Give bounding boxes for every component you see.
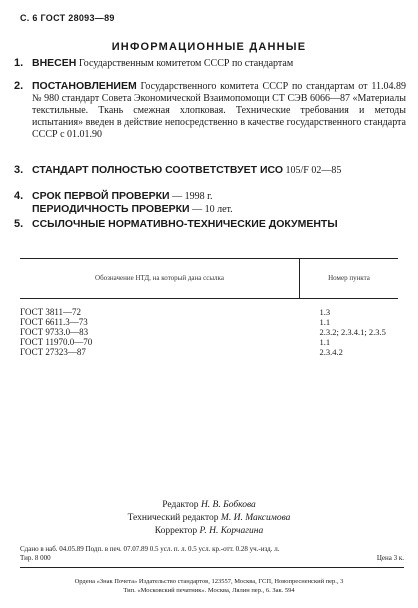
column-header-clause: Номер пункта — [300, 259, 399, 299]
editor-label: Редактор — [162, 500, 199, 510]
editor-name: Н. В. Бобкова — [200, 500, 256, 510]
table-row — [20, 317, 398, 327]
section-text: 105/F 02—85 — [283, 165, 342, 176]
editor-line — [0, 499, 418, 512]
section-number: 5. — [14, 218, 24, 230]
clause-cell: 2.3.2; 2.3.4.1; 2.3.5 — [319, 327, 386, 337]
publisher-block — [0, 578, 418, 595]
corrector-name: Р. Н. Корчагина — [199, 526, 264, 536]
section-text: — 1998 г. — [169, 191, 213, 202]
document-cell: ГОСТ 3811—72 — [20, 307, 82, 317]
tech-editor-label: Технический редактор — [127, 513, 219, 523]
section-heading: ССЫЛОЧНЫЕ НОРМАТИВНО-ТЕХНИЧЕСКИЕ ДОКУМЕНТЫ — [32, 218, 338, 230]
section-heading: СРОК ПЕРВОЙ ПРОВЕРКИ — [32, 190, 170, 202]
page-header: С. 6 ГОСТ 28093—89 — [20, 13, 115, 23]
clause-cell: 1.3 — [319, 307, 331, 317]
clause-cell: 1.1 — [319, 317, 331, 327]
section-number: 1. — [14, 57, 24, 69]
document-cell: ГОСТ 6611.3—73 — [20, 317, 88, 327]
section-heading: СТАНДАРТ ПОЛНОСТЬЮ СООТВЕТСТВУЕТ ИСО — [32, 164, 283, 176]
clause-cell: 2.3.4.2 — [319, 347, 343, 357]
editors-block — [0, 499, 418, 538]
column-header-document: Обозначение НТД, на который дана ссылка — [20, 259, 300, 299]
section-heading: ПЕРИОДИЧНОСТЬ ПРОВЕРКИ — [32, 203, 190, 215]
price: Цена 3 к. — [376, 553, 404, 562]
imprint-line: Сдано в наб. 04.05.89 Подп. в печ. 07.07.89 0.5 усл. п. л. 0.5 усл. кр.-отт. 0.28 уч.-изд. л. — [20, 545, 280, 553]
tech-editor-name: М. И. Максимова — [220, 513, 291, 523]
table-row — [20, 327, 398, 337]
clause-cell: 1.1 — [319, 337, 331, 347]
section-5 — [14, 218, 406, 231]
section-heading: ВНЕСЕН — [32, 57, 77, 69]
imprint-block — [20, 545, 404, 568]
print-run: Тир. 8 000 — [20, 553, 51, 562]
tech-editor-line — [0, 512, 418, 525]
corrector-line — [0, 525, 418, 538]
corrector-label: Корректор — [154, 526, 198, 536]
section-heading: ПОСТАНОВЛЕНИЕМ — [32, 80, 137, 92]
section-text: Государственного комитета СССР по стандартам от 11.04.89 № 980 стандарт Совета Экономической Взаимопомощи СТ СЭВ 6066—87 «Материалы текстильные. Ткань смежная хлопковая. Технические требования и методы испытания» введен в действие непосредственно в качестве государственного стандарта СССР с 01.01.90 — [32, 81, 406, 140]
imprint-line — [20, 554, 404, 563]
section-number: 4. — [14, 190, 24, 202]
publisher-line: Ордена «Знак Почета» Издательство стандартов, 123557, Москва, ГСП, Новопресненский пер., 3 — [74, 578, 344, 585]
document-cell: ГОСТ 9733.0—83 — [20, 327, 89, 337]
table-row — [20, 299, 398, 318]
references-table — [20, 258, 398, 357]
printer-line: Тип. «Московский печатник». Москва, Лялин пер., 6. Зак. 594 — [123, 586, 295, 594]
section-text: Государственным комитетом СССР по стандартам — [76, 58, 294, 69]
section-4 — [14, 190, 406, 216]
section-number: 3. — [14, 164, 24, 176]
section-1 — [14, 57, 406, 70]
document-cell: ГОСТ 27323—87 — [20, 347, 86, 357]
document-title: ИНФОРМАЦИОННЫЕ ДАННЫЕ — [111, 41, 307, 53]
table-row — [20, 347, 398, 357]
document-cell: ГОСТ 11970.0—70 — [20, 337, 93, 347]
section-text: — 10 лет. — [189, 204, 233, 215]
section-3 — [14, 164, 406, 177]
section-number: 2. — [14, 80, 24, 92]
table-header-row — [20, 259, 398, 299]
section-2 — [14, 80, 406, 141]
table-row — [20, 337, 398, 347]
